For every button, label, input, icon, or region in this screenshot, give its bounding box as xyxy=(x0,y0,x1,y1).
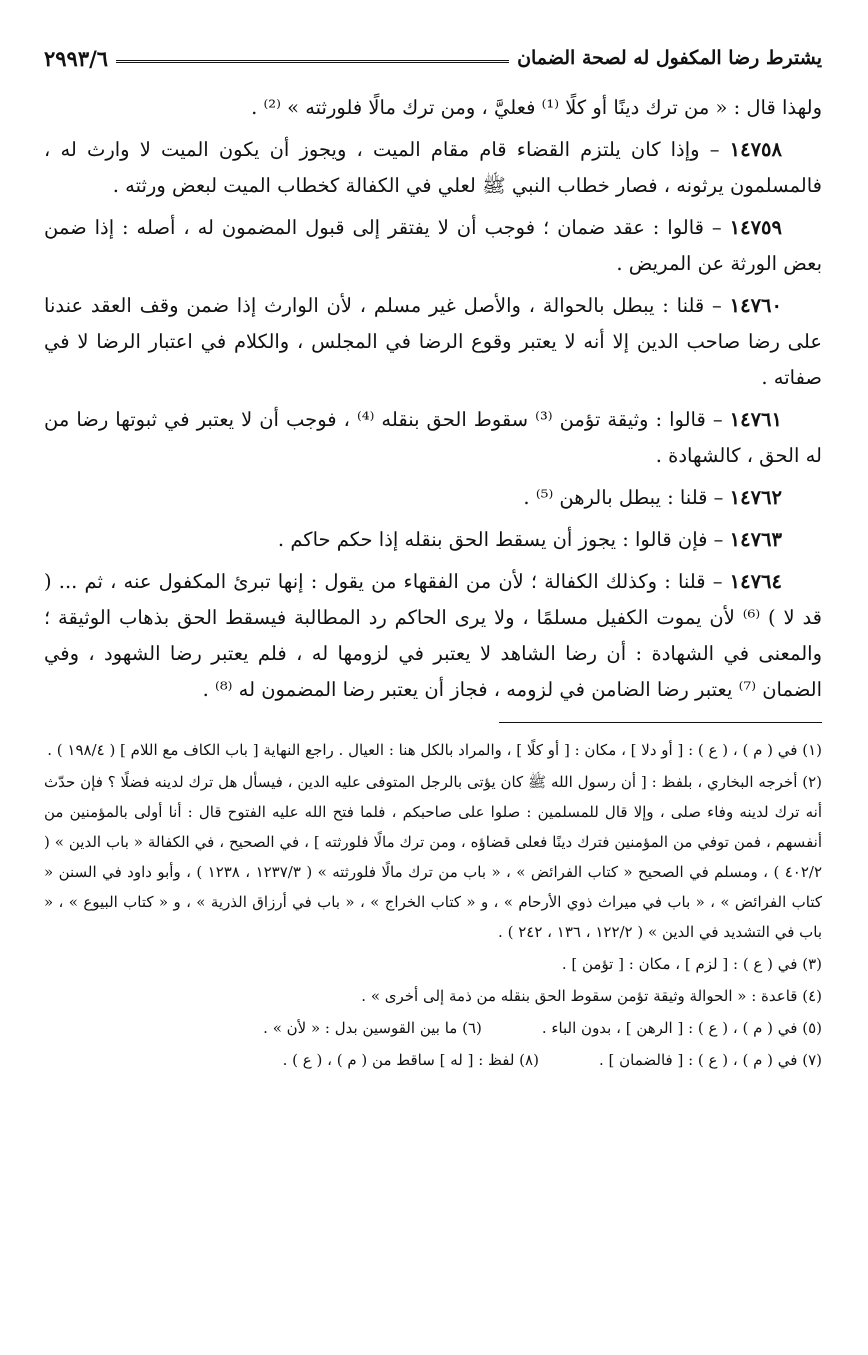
header-double-rule xyxy=(116,60,509,63)
paragraph-14763 xyxy=(44,522,822,558)
main-text xyxy=(44,90,822,708)
paragraph-number: ١٤٧٥٨ xyxy=(729,138,782,161)
paragraph-text: – قالوا : وثيقة تؤمن ⁽³⁾ سقوط الحق بنقله ⁽⁴⁾ ، فوجب أن لا يعتبر في ثبوتها رضا من له الحق ، كالشهادة . xyxy=(44,408,822,467)
paragraph-text: – قلنا : يبطل بالرهن ⁽⁵⁾ . xyxy=(523,486,730,509)
paragraph-text: – قالوا : عقد ضمان ؛ فوجب أن لا يفتقر إلى قبول المضمون له ، أصله : إذا ضمن بعض الورثة عن المريض . xyxy=(44,216,822,275)
paragraph-14764 xyxy=(44,564,822,708)
paragraph-text: ولهذا قال : « من ترك دينًا أو كلًا ⁽¹⁾ فعليَّ ، ومن ترك مالًا فلورثته » ⁽²⁾ . xyxy=(251,96,822,119)
paragraph-number: ١٤٧٥٩ xyxy=(729,216,782,239)
footnote-3: (٣) في ( ع ) : [ لزم ] ، مكان : [ تؤمن ] . xyxy=(561,955,822,973)
footnote-1: (١) في ( م ) ، ( ع ) : [ أو دلا ] ، مكان : [ أو كلًا ] ، والمراد بالكل هنا : العيال . راجع النهاية [ باب الكاف مع اللام ] ( ١٩٨/٤ ) . xyxy=(47,741,822,759)
footnote-separator xyxy=(499,722,822,723)
paragraph-text: – وإذا كان يلتزم القضاء قام مقام الميت ، ويجوز أن يكون الميت لا وارث له ، فالمسلمون يرثونه ، فصار خطاب النبي ﷺ لعلي في الكفالة كخطاب الميت لبعض ورثته . xyxy=(44,138,822,197)
paragraph-14760 xyxy=(44,288,822,396)
paragraph-intro xyxy=(44,90,822,126)
book-page xyxy=(44,40,822,1077)
footnote-row-5-6 xyxy=(44,1013,822,1043)
paragraph-number: ١٤٧٦١ xyxy=(729,408,783,431)
footnote-4: (٤) قاعدة : « الحوالة وثيقة تؤمن سقوط الحق بنقله من ذمة إلى أخرى » . xyxy=(361,987,822,1005)
paragraph-text: – قلنا : يبطل بالحوالة ، والأصل غير مسلم ، لأن الوارث إذا ضمن وقف العقد عندنا على رضا صاحب الدين إلا أنه لا يعتبر وقوع الرضا في المجلس ، والكلام في اعتبار الرضا لا في صفاته . xyxy=(44,294,822,389)
paragraph-14759 xyxy=(44,210,822,282)
header-page-reference: ٢٩٩٣/٦ xyxy=(44,45,109,71)
paragraph-number: ١٤٧٦٠ xyxy=(729,294,782,317)
footnote-2: (٢) أخرجه البخاري ، بلفظ : [ أن رسول الله ﷺ كان يؤتى بالرجل المتوفى عليه الدين ، فيسأل هل ترك لدينه فضلًا ؟ فإن حدّث أنه ترك لدينه وفاء صلى ، وإلا قال للمسلمين : صلوا على صاحبكم ، فلما فتح الله عليه الفتوح قال : أنا أولى بالمؤمنين من أنفسهم ، فمن توفي من المؤمنين فترك دينًا فعلى قضاؤه ، ومن ترك مالًا فلورثته ] ، في الصحيح ، في الكفالة « باب الدين » ( ٤٠٢/٢ ) ، ومسلم في الصحيح « كتاب الفرائض » ، « باب من ترك مالًا فلورثته » ( ١٢٣٧/٣ ، ١٢٣٨ ) ، وأبو داود في السنن « كتاب الفرائض » ، « باب في ميراث ذوي الأرحام » ، و « كتاب الخراج » ، « باب في أرزاق الذرية » ، و « كتاب البيوع » ، « باب في التشديد في الدين » ( ١٢٢/٢ ، ١٣٦ ، ٢٤٢ ) . xyxy=(44,773,822,941)
paragraph-14758 xyxy=(44,132,822,204)
paragraph-text: – قلنا : وكذلك الكفالة ؛ لأن من الفقهاء من يقول : إنها تبرئ المكفول عنه ، ثم ... ( قد لا ) ⁽⁶⁾ لأن يموت الكفيل مسلمًا ، ولا يرى الحاكم رد المطالبة فيسقط الحق بذهاب الوثيقة ؛ والمعنى في الشهادة : أن رضا الشاهد لا يعتبر في لزومها له ، فلم يعتبر رضا الشهود ، وفي الضمان ⁽⁷⁾ يعتبر رضا الضامن في لزومه ، فجاز أن يعتبر رضا المضمون له ⁽⁸⁾ . xyxy=(44,570,823,701)
paragraph-number: ١٤٧٦٢ xyxy=(729,486,782,509)
paragraph-number: ١٤٧٦٣ xyxy=(729,528,782,551)
paragraph-number: ١٤٧٦٤ xyxy=(729,570,782,593)
footnotes xyxy=(44,735,822,1075)
footnote-6: (٦) ما بين القوسين بدل : « لأن » . xyxy=(263,1019,482,1037)
paragraph-14762 xyxy=(44,480,822,516)
footnote-7: (٧) في ( م ) ، ( ع ) : [ فالضمان ] . xyxy=(598,1051,822,1069)
footnote-8: (٨) لفظ : [ له ] ساقط من ( م ) ، ( ع ) . xyxy=(282,1051,539,1069)
footnote-row-7-8 xyxy=(44,1045,822,1075)
running-header xyxy=(44,40,822,76)
footnote-5: (٥) في ( م ) ، ( ع ) : [ الرهن ] ، بدون الباء . xyxy=(541,1019,822,1037)
header-title: يشترط رضا المكفول له لصحة الضمان xyxy=(517,47,822,69)
paragraph-text: – فإن قالوا : يجوز أن يسقط الحق بنقله إذا حكم حاكم . xyxy=(277,528,730,551)
paragraph-14761 xyxy=(44,402,822,474)
